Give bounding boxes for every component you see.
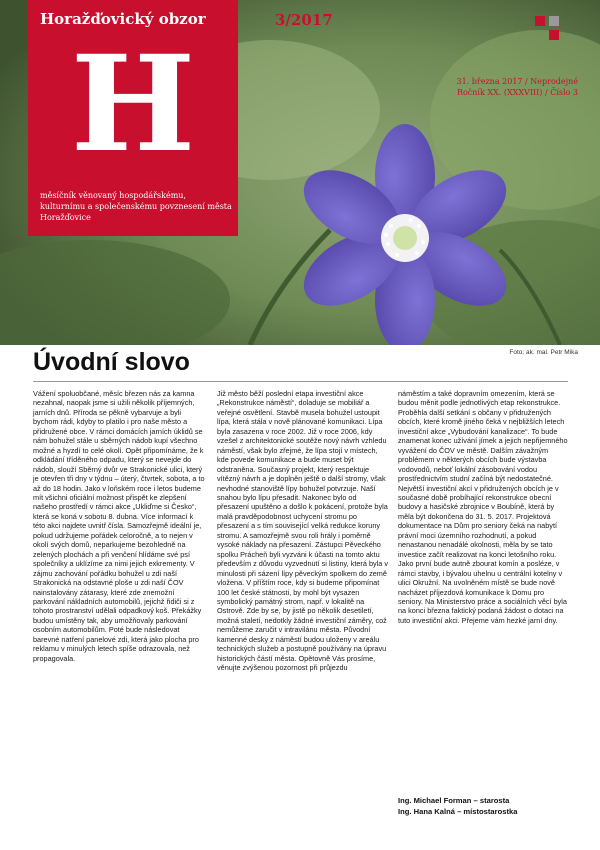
title-divider xyxy=(33,381,568,382)
cover-photo xyxy=(0,0,600,345)
signature-block xyxy=(398,795,517,817)
column-text: náměstím a také dopravním omezením, která se budou měnit podle jednotlivých etap rekonstrukce. Proběhla další setkání s občany v přidružených obcích, které kromě jiného čeká v nejbližších letech investiční akce „Vybudování kanalizace“. To bude znamenat konec užívání jímek a jejich nepřijemného vyvážení do ČOV ve městě. Dalším závažným problémem v některých obcích bude výstavba vodovodů, neboť lokální zásobování vodou prostřednictvím studní začíná být nedostatečné. Největší investiční akcí v přidružených obcích je v současné době probíhající rekonstrukce obecní budovy a hasičské zbrojnice v Boubíně, která by měla být dokončena do 31. 5. 2017. Projektová dokumentace na Dům pro seniory čeká na nabytí právní moci územního rozhodnutí, a pokud nenastanou nenadálé okolnosti, měla by se tato investice začít realizovat na konci letošního roku. Jako první bude autně zbourat komín a posléze, v rámci stavby, i bývalou uhelnu u centrální kotelny v ulici Okružní. Na uvolněném místě se bude nově nacházet příjezdová komunikace k Domu pro seniory. Na Ministerstvo práce a sociálních věcí byla na konci března faktický podaná žádost o dotaci na tuto investiční akci. Přejeme vám hezké jarní dny. xyxy=(398,389,568,625)
column-text: Již město běží poslední etapa investiční akce „Rekonstrukce náměstí“, doladuje se mobiliář a veřejné osvětlení. Stavbě musela bohužel ustoupit lípa, která stála v nově plánované komunikaci. Lípa byla zasazena v roce 2002. Již v roce 2006, kdy vzešel z architektonické soutěže nový návrh vzhledu náměstí, však bylo zřejmé, že lípa stojí v místech, kde povede komunikace a bude muset být odstraněna. Současný projekt, který respektuje vítězný návrh a je doplněn ještě o další stromy, však nevhodné stanoviště lípy bohužel potvrzuje. Naší snahou bylo lípu přesadit. Nakonec bylo od přesazení upuštěno a došlo k pokácení, protože byla malá pravděpodobnost uchycení stromu po přesazení a s tím související velká redukce koruny stromu. A samozřejmě svou roli hrály i poměrně vysoké náklady na přesazení. Zástupci Pěveckého spolku Prácheň byli vyzváni k účasti na tomto aktu především z důvodu vyzvednutí si listiny, která byla v minulosti při sázení lípy pěveckým spolkem do země vložena. V příštím roce, kdy si budeme připomínat 100 let české státnosti, by mohl být vysazen symbolický památný strom, např. v lokalitě na Ostrově. Zde by se, by jistě po několik desetiletí, možná staletí, nedotkly žádné investiční záměry, což nemůžeme zaručit v intravilánu města. Původní kamenné desky z náměstí budou uloženy v areálu technických služeb a postupně používány na úpravu historických částí města. Opětovně Vás prosíme, věnujte zvýšenou pozornost při průjezdu xyxy=(217,389,389,673)
decorative-squares xyxy=(535,16,575,46)
issue-date: 31. března 2017 / Neprodejné xyxy=(456,77,578,86)
masthead-block xyxy=(28,0,238,236)
magazine-subtitle: měsíčník věnovaný hospodářskému, kulturnímu a společenskému povznesení města Horažďovice xyxy=(40,191,232,222)
column-text: Vážení spoluobčané, měsíc březen nás za kamna nezahnal, naopak jsme si užili několik příjemných, jarních dnů. Příroda se pěkně vybarvuje a byli bychom rádi, kdyby to platilo i pro naše město a přidružené obce. V rámci domácích jarních úklidů se nám bohužel stále u sběrných nádob kupí všechno možné a hyzdí to celé okolí. Opět připomínáme, že k odkládání tříděného odpadu, který se nevejde do nádob, slouží Sběrný dvůr ve Strakonické ulici, který je otevřen tři dny v týdnu – úterý, čtvrtek, sobota, a to až do 18 hodin. Jako v loňském roce i letos budeme mít všichni oficiální možnost přispět ke zlepšení našeho prostředí v rámci akce „Ukliďme si Česko“, která se koná v sobotu 8. dubna. Více informací k této akci najdete uvnitř čísla. Samozřejmě ideální je, pokud udržujeme pořádek celoročně, a to nejen v okolí svých domů, neparkujeme bezohledně na zelených plochách a při venčení hlídáme své psí společníky a uklízíme za nimi jejich exkrementy. V zájmu zachování pořádku bohužel u zdi naší Strakonická na odstavné ploše u zdi naší ČOV nainstalovány zátarasy, které zde znemožní parkování nákladních automobilů, jejichž řidiči si z tohoto prostranství udělali odpadkový koš. Překážky budou umístěny tak, aby umožňovaly parkování osobním automobilům. Poté bude následovat barevné natření panelové zdi, která jako plocha pro reklamu v minulých letech spíše odrazovala, než propagovala. xyxy=(33,389,205,663)
article-column-1 xyxy=(33,389,206,663)
issue-volume: Ročník XX. (XXXVIII) / Číslo 3 xyxy=(456,88,578,97)
issue-meta xyxy=(457,76,578,98)
signature-mayor: Ing. Michael Forman – starosta xyxy=(398,796,510,805)
signature-deputy-mayor: Ing. Hana Kalná – místostarostka xyxy=(398,807,518,816)
article-column-3 xyxy=(398,389,571,625)
article-title: Úvodní slovo xyxy=(33,348,190,376)
article-column-2 xyxy=(217,389,390,673)
issue-number: 3/2017 xyxy=(275,11,333,29)
magazine-title: Horažďovický obzor xyxy=(40,10,206,28)
photo-credit: Foto: ak. mal. Petr Mika xyxy=(509,349,578,356)
masthead-logo-letter: H xyxy=(70,27,196,182)
